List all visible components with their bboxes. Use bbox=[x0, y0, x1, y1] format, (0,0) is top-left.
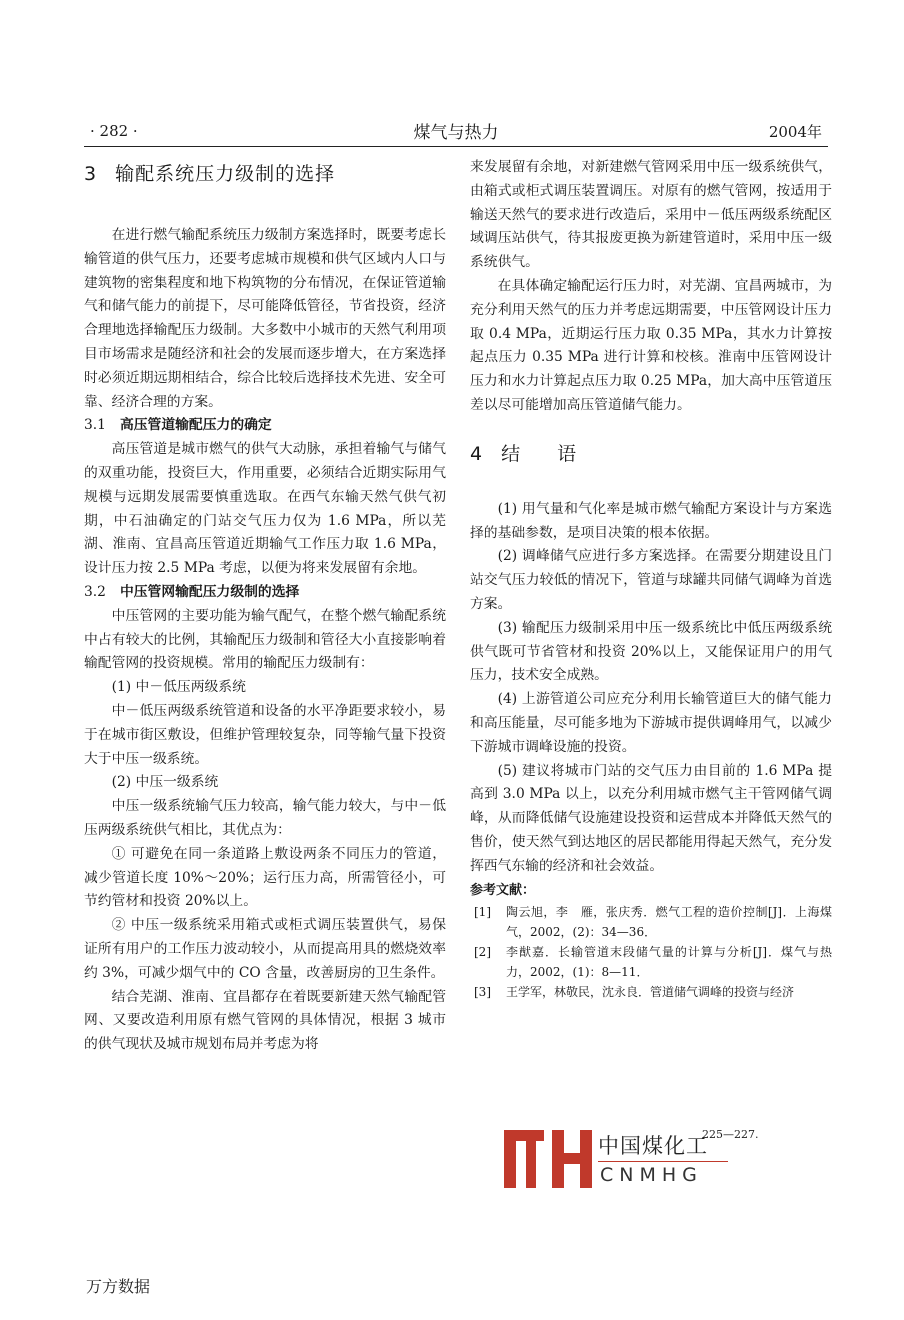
paragraph: 在具体确定输配运行压力时，对芜湖、宜昌两城市，为充分利用天然气的压力并考虑远期需要，中压管网设计压力取 0.4 MPa，近期运行压力取 0.35 MPa，其水力计算按起点压力 0.35 MPa 进行计算和校核。淮南中压管网设计压力和水力计算起点压力取 0.25 MPa，加大高中压管道压差以尽可能增加高压管道储气能力。 bbox=[470, 277, 832, 413]
journal-title: 煤气与热力 bbox=[413, 123, 499, 143]
references-heading: 参考文献： bbox=[470, 882, 536, 898]
paragraph: 中－低压两级系统管道和设备的水平净距要求较小，易于在城市街区敷设，但维护管理较复杂，同等输气量下投资大于中压一级系统。 bbox=[84, 702, 446, 767]
page-header bbox=[86, 118, 826, 144]
list-item: (1) 中－低压两级系统 bbox=[111, 679, 246, 696]
conclusion-item: (5) 建议将城市门站的交气压力由目前的 1.6 MPa 提高到 3.0 MPa 以上，以充分利用城市燃气主干管网储气调峰，从而降低储气设施建设投资和运营成本并降低天然气的售价，使天然气到达地区的居民都能用得起天然气，充分发挥西气东输的经济和社会效益。 bbox=[470, 762, 832, 874]
paragraph: 在进行燃气输配系统压力级制方案选择时，既要考虑长输管道的供气压力，还要考虑城市规模和供气区域内人口与建筑物的密集程度和地下构筑物的分布情况，在保证管道输气和储气能力的前提下，尽可能降低管径，节省投资，经济合理地选择输配压力级制。大多数中小城市的天然气利用项目市场需求是随经济和社会的发展而逐步增大，在方案选择时必须近期远期相结合，综合比较后选择技术先进、安全可靠、经济合理的方案。 bbox=[84, 227, 446, 410]
paragraph: 结合芜湖、淮南、宜昌都存在着既要新建天然气输配管网、又要改造利用原有燃气管网的具体情况，根据 3 城市的供气现状及城市规划布局并考虑为将 bbox=[84, 988, 446, 1053]
conclusion-item: (2) 调峰储气应进行多方案选择。在需要分期建设且门站交气压力较低的情况下，管道与球罐共同储气调峰为首选方案。 bbox=[470, 548, 832, 612]
section-4-heading: 4 结 语 bbox=[470, 442, 578, 465]
logo-chinese-text: 中国煤化工 bbox=[598, 1134, 708, 1158]
paragraph: 中压管网的主要功能为输气配气，在整个燃气输配系统中占有较大的比例，其输配压力级制和管径大小直接影响着输配管网的投资规模。常用的输配压力级制有： bbox=[84, 607, 446, 672]
paragraph: ① 可避免在同一条道路上敷设两条不同压力的管道，减少管道长度 10%～20%；运行压力高，所需管径小，可节约管材和投资 20%以上。 bbox=[84, 845, 446, 910]
reference-item: [2] 李猷嘉．长输管道末段储气量的计算与分析[J]．煤气与热力，2002，(1)：8—11． bbox=[474, 945, 832, 980]
reference-item: [3] 王学军，林敬民，沈永良．管道储气调峰的投资与经济 bbox=[474, 985, 795, 1000]
paragraph: 高压管道是城市燃气的供气大动脉，承担着输气与储气的双重功能，投资巨大，作用重要，必须结合近期实际用气规模与远期发展需要慎重选取。在西气东输天然气供气初期，中石油确定的门站交气压力仅为 1.6 MPa，所以芜湖、淮南、宜昌高压管道近期输气工作压力取 1.6 MPa，设计压力按 2.5 MPa 考虑，以便为将来发展留有余地。 bbox=[84, 441, 446, 577]
reference-pages-continued: 225—227. bbox=[702, 1128, 759, 1141]
footer-watermark: 万方数据 bbox=[86, 1277, 151, 1296]
right-column bbox=[470, 156, 832, 1002]
conclusion-item: (3) 输配压力级制采用中压一级系统比中低压两级系统供气既可节省管材和投资 20%以上，又能保证用户的用气压力，技术安全成熟。 bbox=[470, 619, 832, 684]
paragraph: ② 中压一级系统采用箱式或柜式调压装置供气，易保证所有用户的工作压力波动较小，从而提高用具的燃烧效率约 3%，可减少烟气中的 CO 含量，改善厨房的卫生条件。 bbox=[84, 917, 446, 981]
paragraph: 中压一级系统输气压力较高，输气能力较大，与中－低压两级系统供气相比，其优点为： bbox=[84, 798, 446, 838]
logo-divider bbox=[598, 1161, 728, 1162]
logo-english-text: CNMHG bbox=[600, 1164, 703, 1186]
conclusion-item: (1) 用气量和气化率是城市燃气输配方案设计与方案选择的基础参数，是项目决策的根本依据。 bbox=[470, 500, 832, 541]
subsection-3-1-heading: 3.1 高压管道输配压力的确定 bbox=[84, 417, 272, 434]
issue-year: 2004年 bbox=[768, 123, 822, 141]
left-column bbox=[84, 156, 446, 1057]
conclusion-item: (4) 上游管道公司应充分利用长输管道巨大的储气能力和高压能量，尽可能多地为下游城市提供调峰用气，以减少下游城市调峰设施的投资。 bbox=[470, 691, 832, 755]
reference-item: [1] 陶云旭，李 雁，张庆秀．燃气工程的造价控制[J]．上海煤气，2002，(2)：34—36． bbox=[474, 905, 832, 940]
header-rule bbox=[84, 146, 828, 147]
section-3-heading: 3 输配系统压力级制的选择 bbox=[84, 163, 336, 185]
page-number: · 282 · bbox=[90, 122, 138, 140]
paragraph: 来发展留有余地，对新建燃气管网采用中压一级系统供气，由箱式或柜式调压装置调压。对原有的燃气管网，按适用于输送天然气的要求进行改造后，采用中－低压两级系统配区域调压站供气，待其报废更换为新建管道时，采用中压一级系统供气。 bbox=[470, 159, 832, 271]
logo-mark-icon bbox=[502, 1128, 594, 1190]
subsection-3-2-heading: 3.2 中压管网输配压力级制的选择 bbox=[84, 583, 300, 600]
watermark-logo bbox=[502, 1128, 822, 1196]
list-item: (2) 中压一级系统 bbox=[111, 774, 219, 791]
